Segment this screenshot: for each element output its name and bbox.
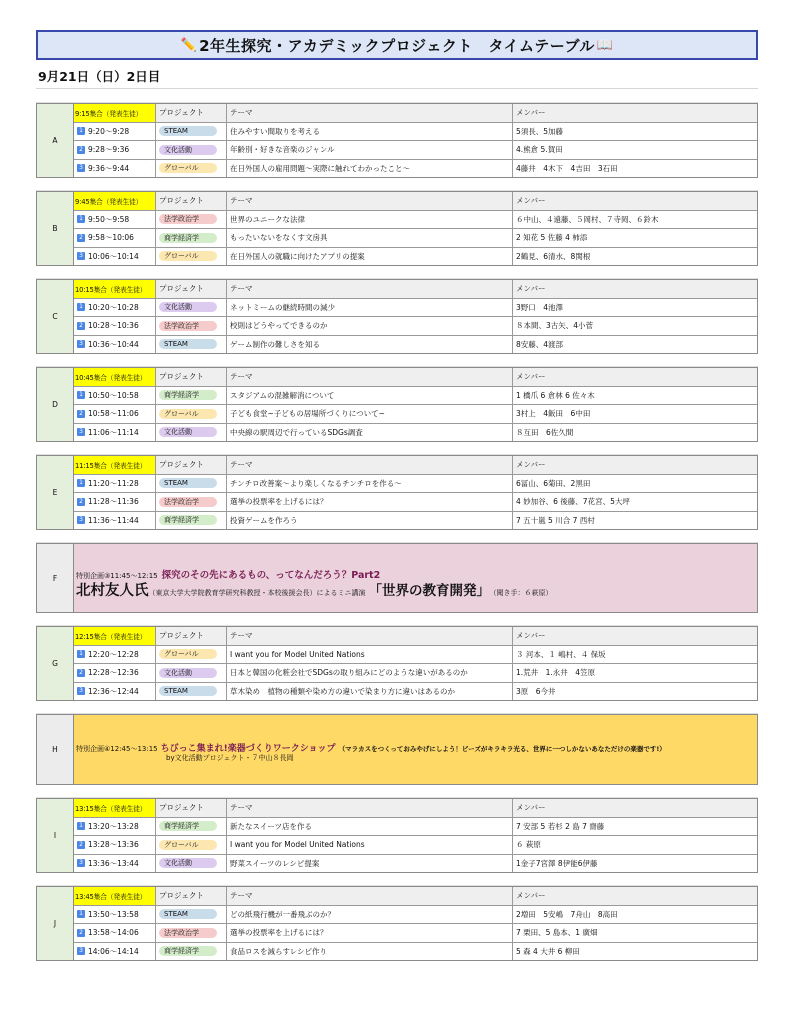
spacer-row: [36, 266, 758, 279]
time-slot-cell: [74, 475, 156, 493]
project-cell: [156, 906, 227, 924]
members-column-header: メンバー: [513, 280, 757, 298]
theme-cell: 子ども食堂~子どもの居場所づくりについて~: [227, 405, 513, 423]
table-row: [74, 123, 757, 142]
project-cell: [156, 211, 227, 229]
project-column-header: プロジェクト: [156, 280, 227, 298]
session-group-g: [36, 626, 758, 701]
time-slot-text: 11:36〜11:44: [88, 515, 139, 525]
project-chip: 商学経済学: [159, 946, 217, 956]
project-column-header: プロジェクト: [156, 456, 227, 474]
members-column-header: メンバー: [513, 799, 757, 817]
members-cell: 7 五十嵐 5 川合 7 西村: [516, 515, 595, 525]
time-slot-text: 10:20〜10:28: [88, 302, 139, 312]
spacer-row: [36, 613, 758, 626]
project-cell: [156, 664, 227, 682]
table-row: [74, 336, 757, 354]
project-chip: 法学政治学: [159, 321, 217, 331]
special-event-subtitle: ちびっこ集まれ!楽器づくりワークショップ: [160, 744, 336, 754]
special-event-f: [36, 543, 758, 613]
project-cell: [156, 424, 227, 442]
members-cell: 6冨山、6菊田、2黒田: [516, 478, 591, 488]
session-group-b: [36, 191, 758, 266]
slot-number-badge: 3: [77, 340, 85, 348]
spacer-row: [36, 873, 758, 886]
members-cell: 5須長、5加藤: [516, 126, 564, 136]
project-cell: [156, 387, 227, 405]
session-group-c: [36, 279, 758, 354]
slot-number-badge: 2: [77, 410, 85, 418]
time-slot-text: 12:20〜12:28: [88, 649, 139, 659]
members-cell: 1金子7宮澤 8伊能6伊藤: [516, 858, 598, 868]
time-slot-cell: [74, 943, 156, 961]
project-cell: [156, 836, 227, 854]
assembly-time-header: 10:15集合（発表生徒）: [74, 280, 156, 298]
project-cell: [156, 160, 227, 178]
project-cell: [156, 123, 227, 141]
theme-cell: ネットミームの継続時間の減少: [227, 299, 513, 317]
table-row: [74, 405, 757, 424]
table-row: [74, 387, 757, 406]
time-slot-text: 10:28〜10:36: [88, 321, 139, 331]
theme-cell: 選挙の投票率を上げるには？: [227, 924, 513, 942]
table-row: [74, 818, 757, 837]
time-slot-text: 9:20〜9:28: [88, 126, 130, 136]
session-group-d: [36, 367, 758, 442]
assembly-time-header: 11:15集合（発表生徒）: [74, 456, 156, 474]
slot-number-badge: 2: [77, 322, 85, 330]
theme-cell: 中央線の駅周辺で行っているSDGs調査: [227, 424, 513, 442]
project-chip: 商学経済学: [159, 233, 217, 243]
time-slot-text: 13:28〜13:36: [88, 840, 139, 850]
members-cell: 3野口 4池澤: [516, 302, 564, 312]
assembly-time-header: 13:15集合（発表生徒）: [74, 799, 156, 817]
group-letter: E: [37, 456, 74, 529]
special-event-body: [74, 544, 757, 612]
session-rows: [74, 627, 757, 700]
table-header-row: [74, 192, 757, 211]
members-column-header: メンバー: [513, 627, 757, 645]
speaker-name: 北村友人氏: [76, 583, 149, 599]
slot-number-badge: 3: [77, 687, 85, 695]
project-chip: 文化活動: [159, 858, 217, 868]
time-slot-cell: [74, 646, 156, 664]
table-row: [74, 855, 757, 873]
members-cell: ８本間、3古矢、4小菅: [516, 321, 594, 331]
project-cell: [156, 818, 227, 836]
theme-cell: どの紙飛行機が一番飛ぶのか？: [227, 906, 513, 924]
slot-number-badge: 1: [77, 303, 85, 311]
session-groups-midday: [36, 626, 758, 701]
table-row: [74, 664, 757, 683]
members-cell: 4.熊倉 5.賀田: [516, 145, 563, 155]
group-letter: J: [37, 887, 74, 960]
session-rows: [74, 104, 757, 177]
time-slot-cell: [74, 405, 156, 423]
session-group-a: [36, 103, 758, 178]
time-slot-cell: [74, 855, 156, 873]
slot-number-badge: 1: [77, 391, 85, 399]
time-slot-cell: [74, 317, 156, 335]
session-groups-afternoon: [36, 798, 758, 961]
interviewer: （聞き手：６萩原）: [493, 589, 553, 597]
slot-number-badge: 3: [77, 164, 85, 172]
project-cell: [156, 493, 227, 511]
members-column-header: メンバー: [513, 192, 757, 210]
project-chip: 文化活動: [159, 302, 217, 312]
project-cell: [156, 943, 227, 961]
project-chip: STEAM: [159, 478, 217, 488]
slot-number-badge: 3: [77, 947, 85, 955]
table-row: [74, 229, 757, 248]
theme-cell: I want you for Model United Nations: [227, 646, 513, 664]
project-cell: [156, 229, 227, 247]
members-cell: 7 栗田、5 島本、1 廣畑: [516, 928, 598, 938]
table-header-row: [74, 887, 757, 906]
theme-cell: 年齢別・好きな音楽のジャンル: [227, 141, 513, 159]
time-slot-text: 9:50〜9:58: [88, 214, 130, 224]
members-cell: 1.荒井 1.永井 4笠原: [516, 668, 596, 678]
project-chip: 法学政治学: [159, 928, 217, 938]
theme-cell: スタジアムの混雑解消について: [227, 387, 513, 405]
theme-cell: 世界のユニークな法律: [227, 211, 513, 229]
table-row: [74, 211, 757, 230]
members-cell: 5 森 4 大井 6 柳田: [516, 946, 580, 956]
theme-column-header: テーマ: [227, 627, 513, 645]
special-event-h: [36, 714, 758, 785]
spacer-row: [36, 89, 758, 103]
theme-cell: もったいないをなくす文房具: [227, 229, 513, 247]
members-cell: 2増田 5安嶋 7舟山 8高田: [516, 909, 618, 919]
book-icon: 📖: [596, 37, 614, 53]
project-chip: グローバル: [159, 163, 217, 173]
members-cell: ８互田 6佐久間: [516, 427, 574, 437]
time-slot-text: 10:06〜10:14: [88, 251, 139, 261]
session-group-j: [36, 886, 758, 961]
group-letter: C: [37, 280, 74, 353]
theme-cell: 草木染め 植物の種類や染め方の違いで染まり方に違いはあるのか: [227, 683, 513, 701]
table-row: [74, 493, 757, 512]
time-slot-text: 11:28〜11:36: [88, 497, 139, 507]
table-row: [74, 299, 757, 318]
time-slot-text: 12:28〜12:36: [88, 668, 139, 678]
session-rows: [74, 799, 757, 872]
members-cell: 4 妙加谷、6 後藤、7花宮、5大坪: [516, 497, 630, 507]
assembly-time-header: 10:45集合（発表生徒）: [74, 368, 156, 386]
pencil-icon: ✏️: [180, 37, 198, 53]
assembly-time-header: 9:15集合（発表生徒）: [74, 104, 156, 122]
theme-cell: 選挙の投票率を上げるには？: [227, 493, 513, 511]
project-cell: [156, 336, 227, 354]
project-column-header: プロジェクト: [156, 627, 227, 645]
table-row: [74, 646, 757, 665]
project-cell: [156, 855, 227, 873]
table-row: [74, 160, 757, 178]
group-letter: B: [37, 192, 74, 265]
theme-cell: 新たなスイーツ店を作る: [227, 818, 513, 836]
members-cell: ６ 萩原: [516, 840, 541, 850]
theme-cell: 野菜スイーツのレシピ提案: [227, 855, 513, 873]
project-column-header: プロジェクト: [156, 799, 227, 817]
members-cell: 3原 6今井: [516, 686, 556, 696]
project-chip: グローバル: [159, 840, 217, 850]
slot-number-badge: 1: [77, 910, 85, 918]
project-chip: 文化活動: [159, 427, 217, 437]
project-cell: [156, 405, 227, 423]
time-slot-text: 9:58〜10:06: [88, 233, 134, 243]
theme-column-header: テーマ: [227, 799, 513, 817]
time-slot-cell: [74, 211, 156, 229]
time-slot-cell: [74, 248, 156, 266]
session-group-i: [36, 798, 758, 873]
slot-number-badge: 1: [77, 479, 85, 487]
members-cell: ３ 河本、１ 嶋村、４ 保坂: [516, 649, 606, 659]
theme-column-header: テーマ: [227, 368, 513, 386]
theme-cell: チンチロ改善案〜より楽しくなるチンチロを作る〜: [227, 475, 513, 493]
time-slot-cell: [74, 387, 156, 405]
members-column-header: メンバー: [513, 368, 757, 386]
members-cell: ６中山、４遠藤、５岡村、７寺岡、６鈴木: [516, 214, 659, 224]
theme-cell: 投資ゲームを作ろう: [227, 512, 513, 530]
group-letter: F: [37, 544, 74, 612]
time-slot-text: 13:20〜13:28: [88, 821, 139, 831]
project-chip: 法学政治学: [159, 214, 217, 224]
slot-number-badge: 1: [77, 650, 85, 658]
time-slot-text: 13:58〜14:06: [88, 928, 139, 938]
project-chip: グローバル: [159, 649, 217, 659]
members-cell: 7 安部 5 若杉 2 島 7 齋藤: [516, 821, 605, 831]
slot-number-badge: 1: [77, 215, 85, 223]
assembly-time-header: 12:15集合（発表生徒）: [74, 627, 156, 645]
table-row: [74, 924, 757, 943]
table-header-row: [74, 368, 757, 387]
time-slot-text: 13:50〜13:58: [88, 909, 139, 919]
session-group-e: [36, 455, 758, 530]
spacer-row: [36, 785, 758, 798]
project-cell: [156, 317, 227, 335]
project-chip: 法学政治学: [159, 497, 217, 507]
group-letter: I: [37, 799, 74, 872]
table-header-row: [74, 104, 757, 123]
project-chip: STEAM: [159, 909, 217, 919]
project-chip: 商学経済学: [159, 390, 217, 400]
slot-number-badge: 3: [77, 428, 85, 436]
time-slot-cell: [74, 299, 156, 317]
project-column-header: プロジェクト: [156, 368, 227, 386]
time-slot-cell: [74, 836, 156, 854]
spacer-row: [36, 530, 758, 543]
project-chip: グローバル: [159, 251, 217, 261]
table-row: [74, 424, 757, 442]
date-label: 9月21日（日）2日目: [36, 66, 758, 89]
session-rows: [74, 887, 757, 960]
assembly-time-header: 13:45集合（発表生徒）: [74, 887, 156, 905]
members-cell: 3村上 4飯田 6中田: [516, 409, 591, 419]
project-cell: [156, 475, 227, 493]
assembly-time-header: 9:45集合（発表生徒）: [74, 192, 156, 210]
time-slot-text: 11:06〜11:14: [88, 427, 139, 437]
theme-column-header: テーマ: [227, 280, 513, 298]
time-slot-text: 13:36〜13:44: [88, 858, 139, 868]
special-event-body: [74, 715, 757, 784]
table-row: [74, 683, 757, 701]
special-event-byline: by文化活動プロジェクト・７中山８長岡: [166, 754, 294, 762]
session-rows: [74, 280, 757, 353]
project-cell: [156, 924, 227, 942]
project-column-header: プロジェクト: [156, 192, 227, 210]
time-slot-text: 10:36〜10:44: [88, 339, 139, 349]
slot-number-badge: 1: [77, 822, 85, 830]
table-header-row: [74, 627, 757, 646]
project-chip: 文化活動: [159, 145, 217, 155]
time-slot-cell: [74, 683, 156, 701]
table-row: [74, 248, 757, 266]
members-cell: 1 橋爪 6 倉林 6 佐々木: [516, 390, 595, 400]
group-letter: H: [37, 715, 74, 784]
table-row: [74, 512, 757, 530]
session-groups-morning: [36, 103, 758, 530]
spacer-row: [36, 178, 758, 191]
time-slot-cell: [74, 906, 156, 924]
project-chip: グローバル: [159, 409, 217, 419]
members-column-header: メンバー: [513, 456, 757, 474]
members-column-header: メンバー: [513, 104, 757, 122]
table-header-row: [74, 799, 757, 818]
special-event-time: 特別企画④12:45〜13:15: [76, 745, 158, 753]
project-chip: STEAM: [159, 686, 217, 696]
theme-cell: 在日外国人の雇用問題〜実際に触れてわかったこと〜: [227, 160, 513, 178]
slot-number-badge: 2: [77, 146, 85, 154]
project-column-header: プロジェクト: [156, 104, 227, 122]
time-slot-text: 10:50〜10:58: [88, 390, 139, 400]
time-slot-cell: [74, 160, 156, 178]
project-column-header: プロジェクト: [156, 887, 227, 905]
members-column-header: メンバー: [513, 887, 757, 905]
table-row: [74, 317, 757, 336]
table-header-row: [74, 280, 757, 299]
time-slot-cell: [74, 512, 156, 530]
time-slot-cell: [74, 818, 156, 836]
page-title: [36, 30, 758, 60]
time-slot-text: 12:36〜12:44: [88, 686, 139, 696]
members-cell: 2 知花 5 佐藤 4 柿添: [516, 233, 588, 243]
project-cell: [156, 683, 227, 701]
time-slot-text: 10:58〜11:06: [88, 409, 139, 419]
theme-cell: 校則はどうやってできるのか: [227, 317, 513, 335]
members-cell: 2鶴見、6清水、8関根: [516, 251, 591, 261]
slot-number-badge: 2: [77, 841, 85, 849]
time-slot-cell: [74, 141, 156, 159]
time-slot-cell: [74, 336, 156, 354]
slot-number-badge: 2: [77, 234, 85, 242]
project-cell: [156, 512, 227, 530]
theme-cell: 食品ロスを減らすレシピ作り: [227, 943, 513, 961]
project-cell: [156, 646, 227, 664]
slot-number-badge: 3: [77, 516, 85, 524]
theme-column-header: テーマ: [227, 887, 513, 905]
page-title-text: 2年生探究・アカデミックプロジェクト タイムテーブル: [199, 36, 595, 55]
project-chip: STEAM: [159, 339, 217, 349]
theme-column-header: テーマ: [227, 192, 513, 210]
project-chip: STEAM: [159, 126, 217, 136]
project-chip: 文化活動: [159, 668, 217, 678]
slot-number-badge: 3: [77, 252, 85, 260]
special-event-lecture: [76, 579, 553, 600]
slot-number-badge: 2: [77, 669, 85, 677]
special-event-header: [76, 741, 666, 754]
time-slot-text: 14:06〜14:14: [88, 946, 139, 956]
group-letter: A: [37, 104, 74, 177]
slot-number-badge: 1: [77, 127, 85, 135]
lecture-title: 「世界の教育開発」: [368, 583, 490, 599]
special-event-description: （マラカスをつくっておみやげにしよう！ビーズがキラキラ光る、世界に一つしかないあなただけの楽器です!）: [338, 745, 666, 753]
special-event-time: 特別企画③11:45〜12:15: [76, 572, 158, 580]
time-slot-cell: [74, 123, 156, 141]
session-rows: [74, 456, 757, 529]
table-row: [74, 475, 757, 494]
time-slot-cell: [74, 924, 156, 942]
table-row: [74, 141, 757, 160]
members-cell: 8安藤、4渡部: [516, 339, 564, 349]
group-letter: G: [37, 627, 74, 700]
session-rows: [74, 192, 757, 265]
table-row: [74, 836, 757, 855]
slot-number-badge: 3: [77, 859, 85, 867]
members-cell: 4藤井 4木下 4吉田 3石田: [516, 163, 618, 173]
time-slot-text: 9:36〜9:44: [88, 163, 130, 173]
time-slot-text: 9:28〜9:36: [88, 145, 130, 155]
project-chip: 商学経済学: [159, 515, 217, 525]
table-header-row: [74, 456, 757, 475]
time-slot-cell: [74, 493, 156, 511]
project-cell: [156, 299, 227, 317]
theme-cell: 在日外国人の就職に向けたアプリの提案: [227, 248, 513, 266]
spacer-row: [36, 442, 758, 455]
theme-column-header: テーマ: [227, 104, 513, 122]
spacer-row: [36, 701, 758, 714]
speaker-affiliation: （東京大学大学院教育学研究科教授・本校後援会長）によるミニ講演: [148, 589, 366, 597]
project-cell: [156, 141, 227, 159]
theme-cell: I want you for Model United Nations: [227, 836, 513, 854]
project-cell: [156, 248, 227, 266]
project-chip: 商学経済学: [159, 821, 217, 831]
theme-cell: 住みやすい間取りを考える: [227, 123, 513, 141]
theme-column-header: テーマ: [227, 456, 513, 474]
time-slot-text: 11:20〜11:28: [88, 478, 139, 488]
time-slot-cell: [74, 424, 156, 442]
timetable-sheet: [36, 30, 758, 961]
special-event-subtitle: 探究のその先にあるもの、ってなんだろう？Part2: [161, 570, 381, 581]
slot-number-badge: 2: [77, 498, 85, 506]
theme-cell: ゲーム制作の難しさを知る: [227, 336, 513, 354]
table-row: [74, 906, 757, 925]
slot-number-badge: 2: [77, 929, 85, 937]
spacer-row: [36, 354, 758, 367]
session-rows: [74, 368, 757, 441]
group-letter: D: [37, 368, 74, 441]
time-slot-cell: [74, 229, 156, 247]
time-slot-cell: [74, 664, 156, 682]
theme-cell: 日本と韓国の化粧会社でSDGsの取り組みにどのような違いがあるのか: [227, 664, 513, 682]
table-row: [74, 943, 757, 961]
